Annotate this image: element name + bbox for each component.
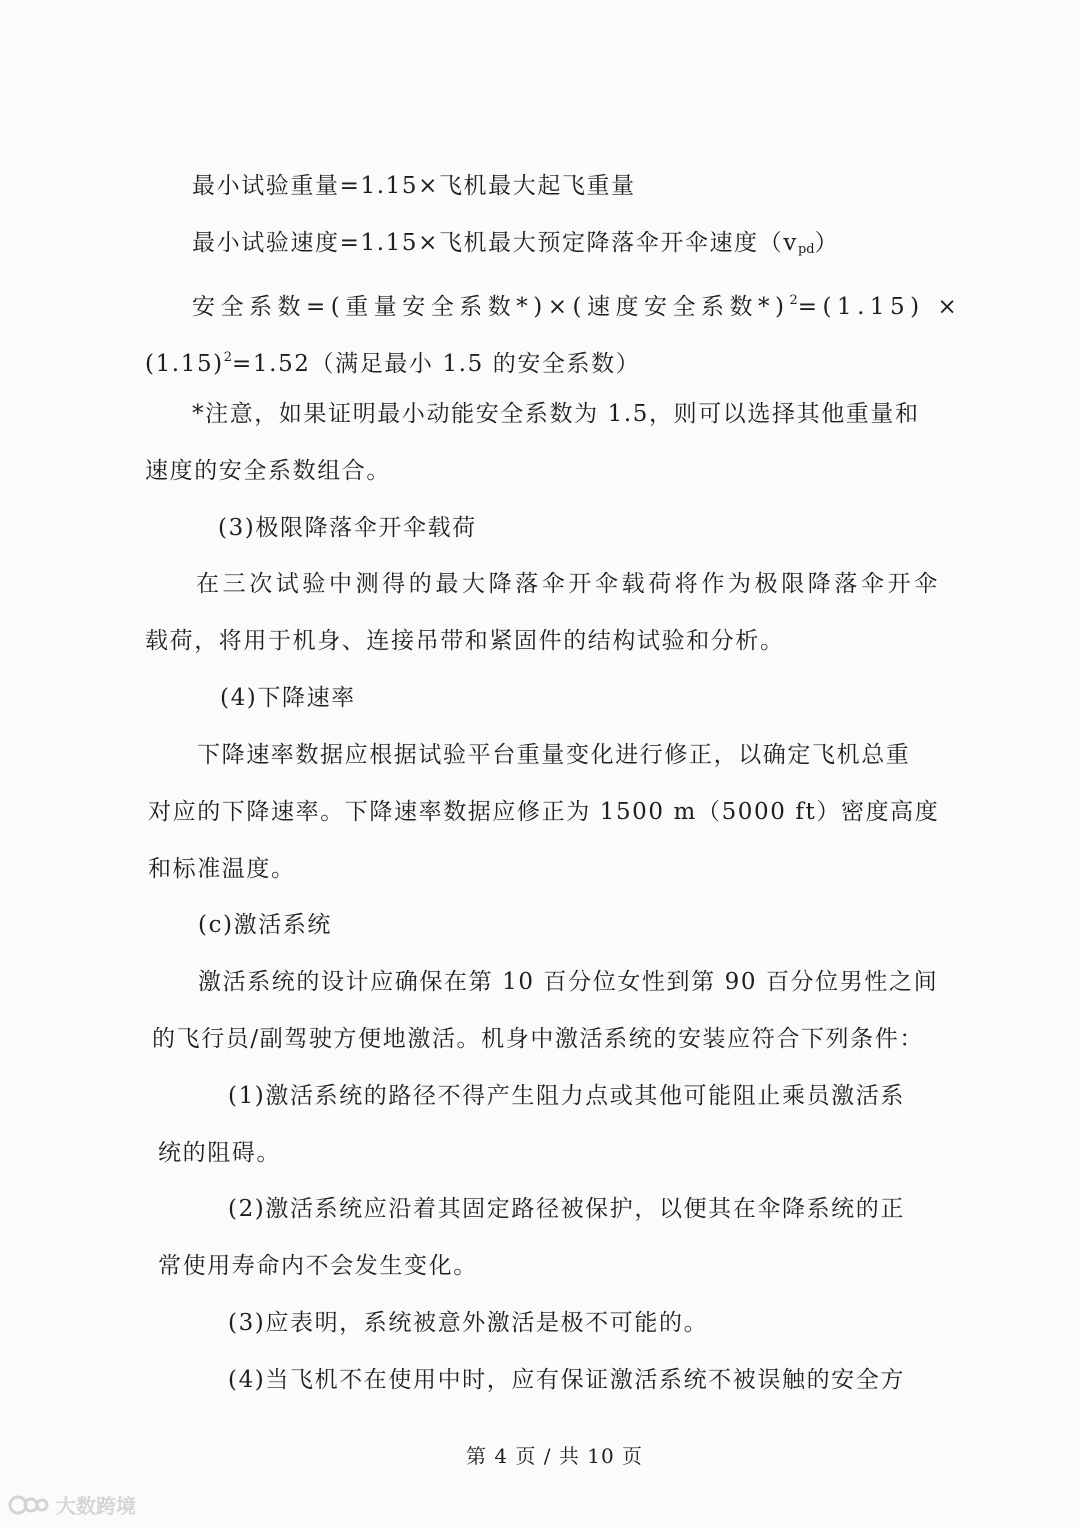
superscript-2: 2 [789, 293, 798, 308]
text-line-descent-rate-end: 和标准温度。 [148, 856, 296, 882]
page-number: 第 4 页 / 共 10 页 [466, 1444, 644, 1468]
watermark-text: 大数跨境 [56, 1494, 136, 1518]
section-heading-activation-system: (c)激活系统 [198, 912, 333, 938]
brand-logo-icon [8, 1493, 50, 1517]
list-item-2: (2)激活系统应沿着其固定路径被保护，以便其在伞降系统的正 [228, 1196, 905, 1222]
text-span: =(1.15) × [797, 294, 963, 320]
text-line-activation: 激活系统的设计应确保在第 10 百分位女性到第 90 百分位男性之间 [198, 969, 939, 995]
text-line-limit-load-cont: 载荷，将用于机身、连接吊带和紧固件的结构试验和分析。 [145, 628, 785, 654]
text-line-activation-cont: 的飞行员/副驾驶方便地激活。机身中激活系统的安装应符合下列条件： [152, 1026, 924, 1052]
text-line-min-test-weight: 最小试验重量=1.15×飞机最大起飞重量 [192, 173, 636, 199]
text-span: (1.15) [145, 351, 224, 377]
watermark [8, 1490, 136, 1519]
list-item-3: (3)应表明，系统被意外激活是极不可能的。 [228, 1310, 709, 1336]
text-span: ） [814, 230, 840, 256]
text-line-note: *注意，如果证明最小动能安全系数为 1.5，则可以选择其他重量和 [192, 401, 920, 427]
text-line-safety-factor-result [145, 343, 640, 379]
list-item-4: (4)当飞机不在使用中时，应有保证激活系统不被误触的安全方 [228, 1367, 905, 1393]
text-line-descent-rate: 下降速率数据应根据试验平台重量变化进行修正，以确定飞机总重 [197, 742, 911, 768]
section-heading-descent-rate: (4)下降速率 [220, 685, 356, 711]
list-item-1: (1)激活系统的路径不得产生阻力点或其他可能阻止乘员激活系 [228, 1083, 905, 1109]
text-span: 安全系数=(重量安全系数*)×(速度安全系数*) [192, 294, 790, 320]
text-line-limit-load: 在三次试验中测得的最大降落伞开伞载荷将作为极限降落伞开伞 [196, 571, 941, 597]
text-line-note-cont: 速度的安全系数组合。 [145, 458, 391, 484]
text-line-descent-rate-cont: 对应的下降速率。下降速率数据应修正为 1500 m（5000 ft）密度高度 [148, 799, 940, 825]
text-span: 最小试验速度=1.15×飞机最大预定降落伞开伞速度（v [192, 230, 798, 256]
text-line-safety-factor [192, 286, 962, 322]
subscript-pd: pd [797, 242, 815, 257]
text-span: =1.52（满足最小 1.5 的安全系数） [232, 351, 641, 377]
list-item-1-cont: 统的阻碍。 [158, 1140, 281, 1166]
superscript-2: 2 [223, 350, 233, 365]
list-item-2-cont: 常使用寿命内不会发生变化。 [158, 1253, 478, 1279]
section-heading-limit-load: (3)极限降落伞开伞载荷 [218, 515, 477, 541]
text-line-min-test-speed [192, 228, 839, 265]
